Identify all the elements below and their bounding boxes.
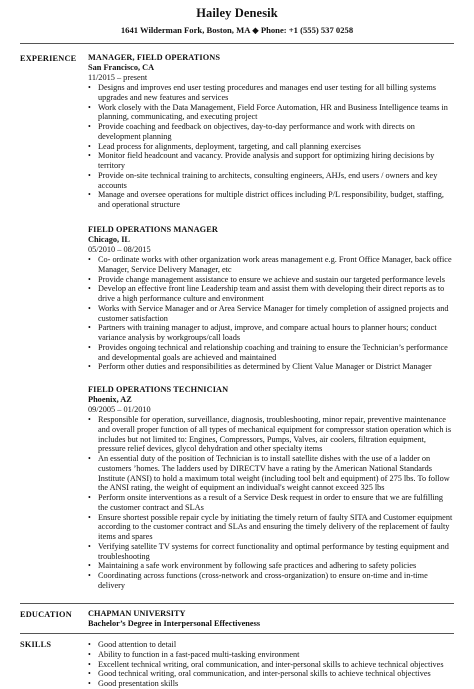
bullet-icon: • <box>88 649 91 659</box>
job-location: San Francisco, CA <box>88 63 155 72</box>
job-bullet <box>88 284 454 304</box>
section-divider <box>20 633 454 634</box>
skill-text: Good presentation skills <box>98 679 179 688</box>
bullet-icon: • <box>88 190 91 200</box>
skills-list <box>88 640 454 689</box>
bullet-icon: • <box>88 323 91 333</box>
bullet-icon: • <box>88 561 91 571</box>
job-bullet-list <box>88 255 454 372</box>
job-bullet-text: Work closely with the Data Management, Field Force Automation, HR and Business Intelligence teams in planning, communicating, and executing project <box>98 102 448 122</box>
skill-item <box>88 679 454 689</box>
degree: Bachelor’s Degree in Interpersonal Effectiveness <box>88 619 261 628</box>
skill-text: Ability to function in a fast-paced multi-tasking environment <box>98 649 300 659</box>
job-dates: 11/2015 – present <box>88 73 148 82</box>
job-dates: 05/2010 – 08/2015 <box>88 245 151 254</box>
job-bullet-text: Provide change management assistance to ensure we achieve and sustain our targeted performance levels <box>98 274 445 284</box>
job-bullet-text: Maintaining a safe work environment by following safe practices and adhering to safety policies <box>98 561 417 571</box>
job-bullet-text: Perform onsite interventions as a result of a Service Desk request in order to ensure that we are fulfilling the customer contract and SLAs <box>98 493 444 512</box>
job-bullet-text: Designs and improves end user testing procedures and manages end user testing for all billing systems upgrades and new features and services <box>98 83 436 102</box>
job-location: Phoenix, AZ <box>88 395 132 404</box>
bullet-icon: • <box>88 659 91 669</box>
job-title: FIELD OPERATIONS MANAGER <box>88 225 218 234</box>
job-bullet-text: Perform other duties and responsibilities as determined by Client Value Manager or District Manager <box>98 362 432 372</box>
job-bullet-text: Ensure shortest possible repair cycle by initiating the timely return of faulty SITA and Customer equipment according to the customer contract and SLAs and ensuring the timely delivery of the replacement of faulty items and spares <box>98 512 453 541</box>
bullet-icon: • <box>88 669 91 679</box>
job-bullet <box>88 142 454 152</box>
skill-text: Excellent technical writing, oral communication, and inter-personal skills to achieve technical objectives <box>98 659 444 669</box>
job-bullet <box>88 493 454 513</box>
job-bullet <box>88 275 454 285</box>
section-divider <box>20 603 454 604</box>
job-dates: 09/2005 – 01/2010 <box>88 405 151 414</box>
job-bullet-text: Verifying satellite TV systems for correct functionality and optimal performance by testing equipment and troubleshooting <box>98 541 449 561</box>
bullet-icon: • <box>88 454 91 463</box>
bullet-icon: • <box>88 541 91 551</box>
bullet-icon: • <box>88 83 91 92</box>
skill-item <box>88 650 454 660</box>
job-bullet <box>88 304 454 324</box>
bullet-icon: • <box>88 274 91 284</box>
job-bullet-text: Responsible for operation, surveillance, diagnosis, troubleshooting, minor repair, preventive maintenance and overall proper function of all types of mechanical equipment for compressor station operation which is includes but not limited to: Engines, Compressors, Pumps, Valves, air coolers, filtration equipment, pressure relief devices, glycol dehydration and other specialty items <box>98 415 452 454</box>
job-bullet <box>88 362 454 372</box>
skill-item <box>88 640 454 650</box>
contact-line: 1641 Wilderman Fork, Boston, MA ◆ Phone: +1 (555) 537 0258 <box>120 25 354 35</box>
skills-entry <box>88 640 454 689</box>
bullet-icon: • <box>88 493 91 502</box>
job-entry <box>88 225 454 372</box>
job-bullet-text: Works with Service Manager and or Area Service Manager for timely completion of assigned projects and customer satisfaction <box>98 303 449 323</box>
job-bullet-text: Monitor field headcount and vacancy. Provide analysis and support for optimizing hiring decisions by territory <box>98 151 435 170</box>
job-location: Chicago, IL <box>88 235 130 244</box>
skills-section-label: SKILLS <box>20 640 52 649</box>
job-bullet <box>88 542 454 562</box>
bullet-icon: • <box>88 415 91 424</box>
job-bullet-text: Develop an effective front line Leadership team and assist them with developing their direct reports as to drive a high performance culture and environment <box>98 284 445 303</box>
bullet-icon: • <box>88 362 91 372</box>
bullet-icon: • <box>88 255 91 264</box>
skill-text: Good attention to detail <box>98 640 177 649</box>
education-section-label: EDUCATION <box>20 610 72 619</box>
job-bullet <box>88 83 454 103</box>
bullet-icon: • <box>88 342 91 352</box>
job-title: FIELD OPERATIONS TECHNICIAN <box>88 385 229 394</box>
job-bullet-list <box>88 83 454 210</box>
job-title: MANAGER, FIELD OPERATIONS <box>88 53 221 62</box>
skill-item <box>88 660 454 670</box>
job-bullet <box>88 571 454 591</box>
job-bullet <box>88 343 454 363</box>
bullet-icon: • <box>88 571 91 580</box>
job-bullet <box>88 415 454 454</box>
skill-text: Good technical writing, oral communication, and inter-personal skills to achieve technical objectives <box>98 669 431 679</box>
skill-item <box>88 669 454 679</box>
job-bullet <box>88 151 454 171</box>
job-bullet-text: Manage and oversee operations for multiple district offices including P/L responsibility, budget, staffing, and operational structure <box>98 190 444 209</box>
header-divider <box>20 43 454 44</box>
bullet-icon: • <box>88 679 91 688</box>
bullet-icon: • <box>88 122 91 131</box>
education-entry <box>88 609 454 629</box>
job-bullet-text: An essential duty of the position of Technician is to install satellite dishes with the use of a ladder on customers ’homes. The ladders used by DIRECTV have a rating by the American National Standards Institute (ANSI) to hold a maximum total weight (including tool belt and equipment) of 275 lbs. To follow the ANSI rating, the weight of equipment an individual's weight cannot exceed 325 lbs <box>98 454 450 493</box>
bullet-icon: • <box>88 284 91 294</box>
job-bullet-text: Coordinating across functions (cross-network and cross-organization) to ensure on-time and in-time delivery <box>98 571 428 590</box>
bullet-icon: • <box>88 170 91 180</box>
job-entry <box>88 53 454 210</box>
job-bullet-text: Provide coaching and feedback on objectives, day-to-day performance and work with directs on development planning <box>98 122 415 141</box>
job-bullet-text: Co- ordinate works with other organization work areas management e.g. Front Office Manager, back office Manager, Service Delivery Manager, etc <box>98 255 452 274</box>
job-bullet-list <box>88 415 454 591</box>
experience-section-label: EXPERIENCE <box>20 54 77 63</box>
job-bullet <box>88 454 454 493</box>
job-bullet-text: Lead process for alignments, deployment, targeting, and call planning exercises <box>98 141 361 151</box>
bullet-icon: • <box>88 512 91 522</box>
candidate-name: Hailey Denesik <box>196 6 278 20</box>
bullet-icon: • <box>88 151 91 161</box>
job-bullet <box>88 513 454 542</box>
job-bullet <box>88 122 454 142</box>
job-bullet <box>88 171 454 191</box>
bullet-icon: • <box>88 141 91 151</box>
job-bullet <box>88 103 454 123</box>
job-bullet <box>88 323 454 343</box>
job-bullet <box>88 190 454 210</box>
bullet-icon: • <box>88 640 91 649</box>
job-bullet <box>88 561 454 571</box>
bullet-icon: • <box>88 102 91 112</box>
job-bullet-text: Provides ongoing technical and relationship coaching and training to ensure the Technician’s performance and developmental goals are achieved and maintained <box>98 342 448 362</box>
bullet-icon: • <box>88 303 91 313</box>
school-name: CHAPMAN UNIVERSITY <box>88 609 186 618</box>
job-bullet-text: Provide on-site technical training to architects, consulting engineers, AHJs, end users / owners and key accounts <box>98 170 438 190</box>
job-entry <box>88 385 454 591</box>
job-bullet <box>88 255 454 275</box>
job-bullet-text: Partners with training manager to adjust, improve, and compare actual hours to planner hours; conduct variance analysis by workgroups/call loads <box>98 323 437 342</box>
